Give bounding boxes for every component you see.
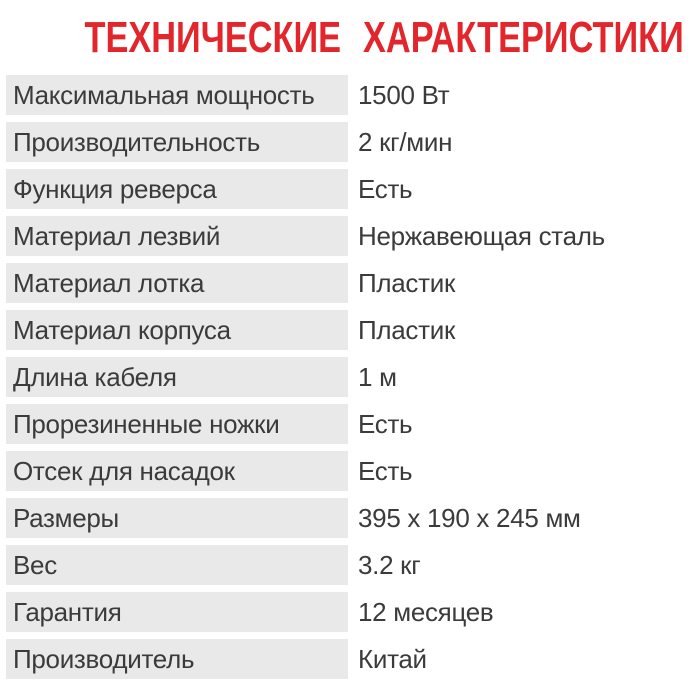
- spec-value: Есть: [358, 173, 413, 204]
- spec-row: [6, 216, 694, 256]
- spec-value: 1 м: [358, 361, 397, 392]
- spec-row: [6, 451, 694, 491]
- spec-value: Есть: [358, 408, 413, 439]
- spec-label: Функция реверса: [6, 169, 348, 209]
- spec-label: Прорезиненные ножки: [6, 404, 348, 444]
- spec-row: [6, 545, 694, 585]
- spec-value: 2 кг/мин: [358, 126, 453, 157]
- spec-value: 395 х 190 х 245 мм: [358, 502, 581, 533]
- spec-label: Длина кабеля: [6, 357, 348, 397]
- spec-row: [6, 592, 694, 632]
- spec-row: [6, 404, 694, 444]
- spec-label: Вес: [6, 545, 348, 585]
- spec-label: Материал корпуса: [6, 310, 348, 350]
- spec-label: Материал лезвий: [6, 216, 348, 256]
- spec-row: [6, 169, 694, 209]
- spec-value: Есть: [358, 455, 413, 486]
- spec-row: [6, 122, 694, 162]
- spec-value: Пластик: [358, 267, 456, 298]
- spec-label: Максимальная мощность: [6, 75, 348, 115]
- spec-row: [6, 357, 694, 397]
- spec-value: 12 месяцев: [358, 596, 494, 627]
- spec-value: Пластик: [358, 314, 456, 345]
- spec-row: [6, 639, 694, 679]
- spec-label: Отсек для насадок: [6, 451, 348, 491]
- spec-value: 3.2 кг: [358, 549, 421, 580]
- page-title: ТЕХНИЧЕСКИЕ ХАРАКТЕРИСТИКИ: [84, 13, 684, 62]
- spec-value: 1500 Вт: [358, 79, 450, 110]
- spec-row: [6, 498, 694, 538]
- spec-label: Гарантия: [6, 592, 348, 632]
- spec-row: [6, 310, 694, 350]
- title-bar: [0, 13, 700, 62]
- spec-label: Производитель: [6, 639, 348, 679]
- spec-row: [6, 75, 694, 115]
- spec-label: Производительность: [6, 122, 348, 162]
- spec-label: Материал лотка: [6, 263, 348, 303]
- spec-table: [6, 75, 694, 686]
- spec-label: Размеры: [6, 498, 348, 538]
- spec-row: [6, 263, 694, 303]
- spec-value: Китай: [358, 643, 427, 674]
- spec-value: Нержавеющая сталь: [358, 220, 605, 251]
